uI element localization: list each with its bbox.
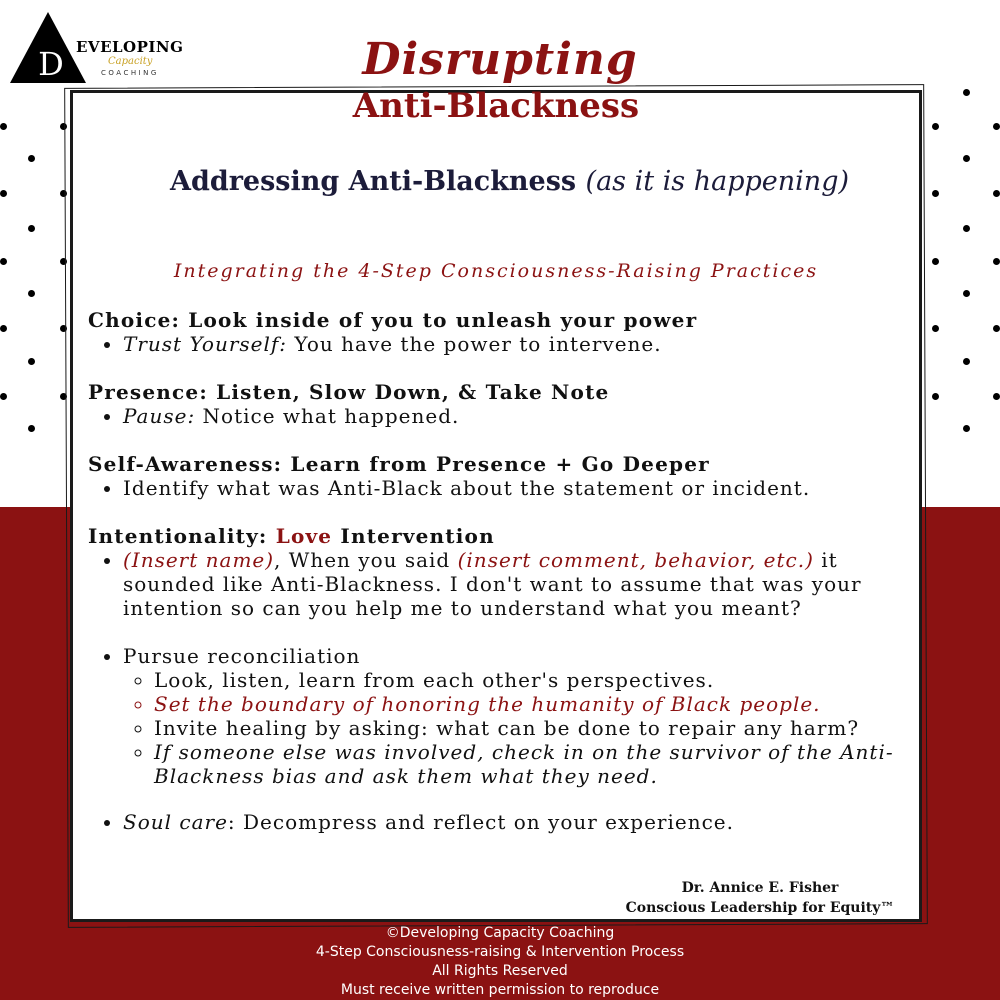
footer-line: All Rights Reserved	[432, 963, 568, 979]
reconciliation-sublist	[123, 668, 918, 788]
footer-line: ©Developing Capacity Coaching	[385, 925, 615, 941]
reconciliation-subitem: ◦ If someone else was involved, check in on the survivor of the Anti-Blackness bias and ask them what they need.	[154, 740, 918, 788]
script-part-2: it sounded like Anti-Blackness. I don't want to assume that was your intention so can you help me to understand what you meant?	[123, 548, 862, 620]
choice-bullet-label: Trust Yourself:	[123, 332, 288, 356]
insert-comment: (insert comment, behavior, etc.)	[457, 548, 814, 572]
practices-content	[88, 308, 918, 834]
reconciliation-subitem: ◦ Look, listen, learn from each other's perspectives.	[154, 668, 918, 692]
intentionality-heading-start: Intentionality:	[88, 524, 276, 548]
subtitle-italic: (as it is happening)	[585, 166, 850, 197]
footer-line: 4-Step Consciousness-raising & Intervention Process	[315, 944, 685, 960]
reconciliation-item	[123, 644, 918, 788]
intentionality-heading	[88, 524, 918, 548]
intentionality-heading-end: Intervention	[332, 524, 495, 548]
choice-bullet-text: You have the power to intervene.	[287, 332, 662, 356]
footer	[0, 924, 1000, 1000]
self-awareness-heading: Self-Awareness: Learn from Presence + Go Deeper	[88, 452, 710, 476]
main-title: Anti-Blackness	[352, 86, 640, 126]
reconciliation-subitem: ◦ Set the boundary of honoring the humanity of Black people.	[154, 692, 918, 716]
presence-list	[88, 404, 918, 428]
logo-letter: D	[38, 45, 64, 83]
soul-care-item	[123, 810, 918, 834]
soul-care-list	[88, 810, 918, 834]
soul-care-label: Soul care	[123, 810, 228, 834]
practices-subheading: Integrating the 4-Step Consciousness-Raising Practices	[173, 260, 819, 282]
signature-program: Conscious Leadership for Equity™	[625, 900, 895, 916]
intentionality-list	[88, 548, 918, 620]
intentionality-heading-love: Love	[275, 524, 333, 548]
intervention-script	[123, 548, 918, 620]
subtitle	[170, 166, 890, 197]
signature-name: Dr. Annice E. Fisher	[681, 880, 839, 896]
logo-line-2: Capacity	[108, 56, 153, 67]
self-awareness-bullet: • Identify what was Anti-Black about the statement or incident.	[123, 476, 918, 500]
reconciliation-list	[88, 644, 918, 788]
self-awareness-list	[88, 476, 918, 500]
footer-line: Must receive written permission to reproduce	[340, 982, 660, 998]
heading-script: Disrupting	[362, 34, 638, 85]
presence-bullet-text: Notice what happened.	[195, 404, 460, 428]
logo-line-1: EVELOPING	[76, 38, 184, 56]
insert-name: (Insert name)	[123, 548, 275, 572]
presence-bullet-label: Pause:	[123, 404, 196, 428]
subtitle-main: Addressing Anti-Blackness	[170, 166, 577, 197]
presence-heading: Presence: Listen, Slow Down, & Take Note	[88, 380, 610, 404]
choice-bullet	[123, 332, 918, 356]
reconciliation-label: Pursue reconciliation	[123, 644, 361, 668]
soul-care-text: : Decompress and reflect on your experience.	[227, 810, 734, 834]
choice-list	[88, 332, 918, 356]
logo-line-3: COACHING	[101, 69, 159, 77]
choice-heading: Choice: Look inside of you to unleash your power	[88, 308, 698, 332]
script-part-1: , When you said	[274, 548, 458, 572]
reconciliation-subitem: ◦ Invite healing by asking: what can be done to repair any harm?	[154, 716, 918, 740]
presence-bullet	[123, 404, 918, 428]
signature	[600, 878, 920, 918]
